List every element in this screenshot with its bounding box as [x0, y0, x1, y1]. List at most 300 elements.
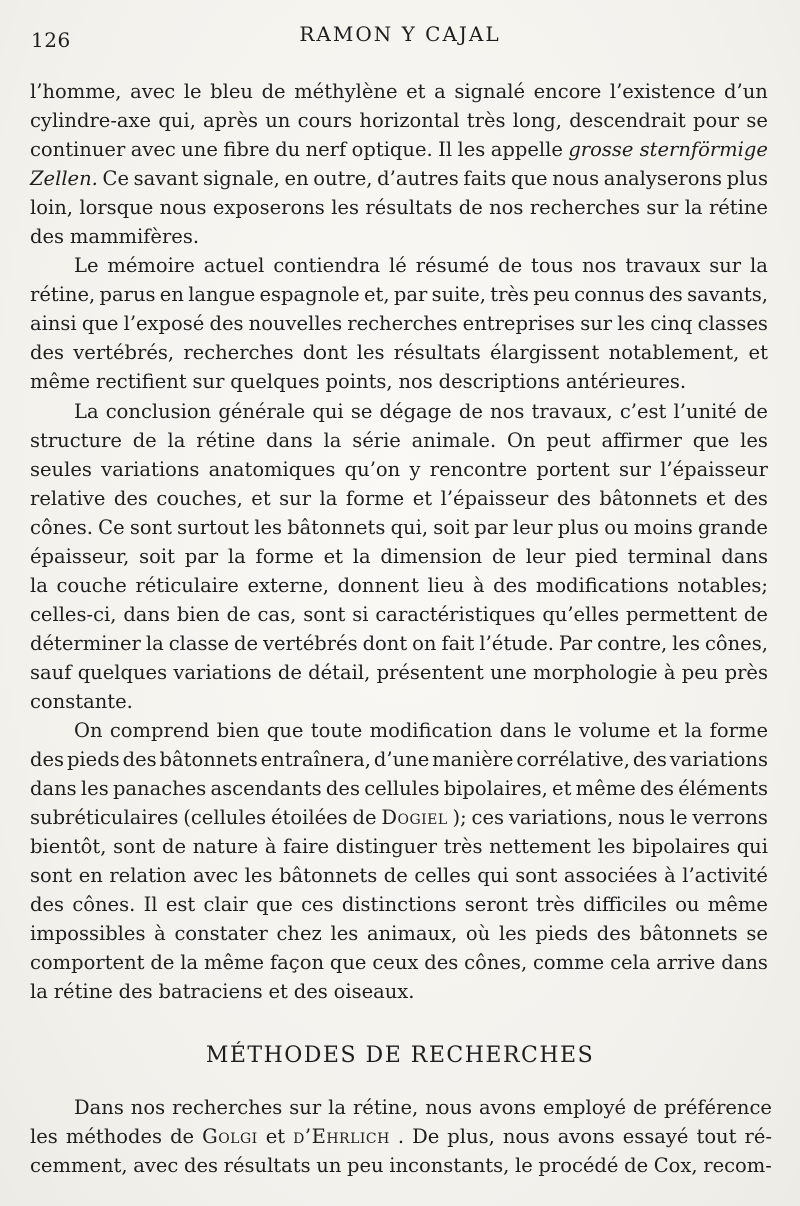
- word: dans: [721, 544, 768, 568]
- text-line: [30, 338, 768, 367]
- word: quelques: [230, 370, 320, 394]
- word: signalé: [454, 80, 526, 103]
- word: comprend: [109, 719, 210, 743]
- word: de: [383, 864, 408, 888]
- word: de: [458, 196, 483, 220]
- word: cela: [610, 951, 651, 975]
- word: soit: [139, 544, 175, 568]
- word: constater: [174, 922, 268, 946]
- text-line: [30, 542, 768, 571]
- word: étoilées: [270, 806, 348, 830]
- word: résultats: [365, 196, 453, 220]
- word: cylindre-axe: [30, 109, 152, 133]
- word: actuel: [203, 254, 265, 278]
- word: très: [536, 893, 575, 917]
- word: rencontre: [429, 457, 528, 481]
- word: classes: [697, 312, 768, 336]
- text-line: [30, 135, 768, 164]
- word: lé: [389, 254, 407, 278]
- word: peu: [347, 1154, 384, 1178]
- word: faits: [463, 167, 507, 191]
- word: de: [226, 602, 251, 626]
- word: des: [30, 341, 65, 365]
- text-line: [30, 1122, 772, 1151]
- word: rétine: [53, 980, 113, 1004]
- word: sur: [279, 486, 312, 510]
- word: Dans: [74, 1096, 124, 1119]
- word: bâtonnets: [599, 486, 698, 510]
- word: travaux,: [531, 399, 613, 423]
- text-line: [30, 397, 768, 426]
- text-line: [30, 658, 768, 687]
- word: cas,: [257, 602, 297, 626]
- word: ascendants: [210, 777, 322, 801]
- word: la: [323, 428, 342, 452]
- word: est: [165, 893, 196, 917]
- text-line: [30, 309, 768, 338]
- word: élargissent: [489, 341, 600, 365]
- word: épaisseur,: [30, 544, 130, 568]
- word: dimension: [380, 544, 483, 568]
- word: et: [657, 719, 678, 743]
- word: des: [632, 748, 667, 772]
- word: les: [330, 922, 359, 946]
- word: savants,: [687, 283, 768, 307]
- word: mammifères.: [69, 225, 200, 249]
- word: comportent: [30, 951, 145, 975]
- word: d’un: [724, 80, 768, 103]
- word: cônes,: [464, 951, 528, 975]
- word: rétine: [196, 428, 256, 452]
- word: les: [617, 312, 646, 336]
- word: sur: [289, 1096, 322, 1119]
- word: seront: [464, 893, 528, 917]
- word: les: [331, 196, 359, 220]
- word: de: [234, 631, 259, 655]
- word: espagnole: [259, 283, 360, 307]
- italic-term: grosse sternförmige: [568, 138, 768, 162]
- word: la: [319, 486, 338, 510]
- word: bleu: [210, 80, 253, 103]
- word: des: [209, 312, 244, 336]
- word: parus: [99, 283, 156, 307]
- word: Ce: [102, 167, 129, 191]
- word: détail,: [308, 660, 371, 684]
- word: à: [472, 573, 485, 597]
- word: résultats: [223, 1154, 311, 1178]
- word: forme: [709, 719, 768, 743]
- word: sur: [646, 196, 679, 220]
- word: affirmer: [601, 428, 682, 452]
- word: fait: [441, 631, 475, 655]
- word: recherches: [172, 1096, 283, 1119]
- word: points,: [325, 370, 393, 394]
- word: animale.: [411, 428, 497, 452]
- word: qu’on: [344, 457, 401, 481]
- word: méthylène: [294, 80, 398, 103]
- word: inconstants,: [389, 1154, 510, 1178]
- word: nous: [618, 806, 665, 830]
- text-line: [30, 251, 768, 280]
- word: les: [30, 1125, 58, 1149]
- word: avec: [193, 864, 239, 888]
- word: notables;: [677, 573, 768, 597]
- word: et: [406, 80, 426, 103]
- word: .: [397, 1125, 405, 1149]
- word: et,: [363, 283, 390, 307]
- word: peu: [681, 660, 719, 684]
- word: bipolaires,: [443, 777, 548, 801]
- word: l’épaisseur: [440, 486, 549, 510]
- word: tous: [531, 254, 574, 278]
- word: langue: [188, 283, 256, 307]
- word: des: [648, 283, 683, 307]
- word: loin,: [30, 196, 73, 220]
- word: (cellules: [183, 806, 267, 830]
- word: le: [669, 806, 688, 830]
- word: on: [412, 631, 437, 655]
- word: sont: [303, 602, 346, 626]
- text-line: [30, 106, 768, 135]
- text-line: [30, 513, 768, 542]
- word: nos: [130, 1096, 166, 1119]
- word: dans: [721, 951, 768, 975]
- word: plus,: [447, 1125, 495, 1149]
- word: qu’elles: [542, 602, 620, 626]
- word: les: [498, 922, 527, 946]
- page-header: [0, 22, 800, 52]
- word: du: [275, 138, 301, 162]
- word: à: [154, 922, 166, 946]
- word: l’existence: [609, 80, 716, 103]
- word: On: [506, 428, 536, 452]
- word: le: [183, 80, 202, 103]
- word: très: [466, 109, 506, 133]
- word: à: [663, 660, 676, 684]
- word: bipolaires: [632, 835, 730, 859]
- word: de: [491, 544, 516, 568]
- word: nouvelles: [248, 312, 343, 336]
- word: la: [684, 719, 703, 743]
- text-line: [30, 977, 768, 1006]
- word: une: [490, 660, 527, 684]
- text-line: [30, 803, 768, 832]
- word: dégage: [379, 399, 452, 423]
- word: nous: [552, 167, 600, 191]
- word: quelques: [77, 660, 168, 684]
- word: forme: [345, 486, 405, 510]
- word: Il: [438, 138, 453, 162]
- word: Il: [143, 893, 158, 917]
- word: ainsi: [30, 312, 77, 336]
- word: se: [746, 922, 768, 946]
- text-line: [30, 77, 768, 106]
- word: par: [184, 544, 219, 568]
- text-line: [30, 484, 768, 513]
- word: des: [596, 922, 631, 946]
- word: relation: [109, 864, 187, 888]
- word: verrons: [692, 806, 768, 830]
- word: avons: [557, 1125, 615, 1149]
- word: variations,: [508, 806, 614, 830]
- word: que: [329, 951, 367, 975]
- word: Ce: [98, 515, 125, 539]
- word: bâtonnets: [287, 515, 386, 539]
- word: résumé: [415, 254, 490, 278]
- word: exposerons: [212, 196, 325, 220]
- word: par: [474, 515, 508, 539]
- word: les: [597, 835, 626, 859]
- word: la: [684, 196, 703, 220]
- word: nerf: [305, 138, 347, 162]
- word: structure: [30, 428, 122, 452]
- word: horizontal: [359, 109, 460, 133]
- word: en: [78, 864, 103, 888]
- word: modifications: [535, 573, 669, 597]
- word: des: [113, 486, 148, 510]
- word: ces: [471, 806, 505, 830]
- word: où: [465, 922, 491, 946]
- word: variations: [669, 748, 768, 772]
- text-line: [30, 919, 768, 948]
- word: soit: [433, 515, 470, 539]
- word: des: [293, 980, 328, 1004]
- word: à: [264, 835, 277, 859]
- word: modification: [369, 719, 493, 743]
- word: la: [167, 428, 186, 452]
- word: nettement: [489, 835, 591, 859]
- word: la: [30, 573, 48, 597]
- word: la: [30, 980, 48, 1004]
- word: conclusion: [105, 399, 212, 423]
- word: l’activité: [682, 864, 768, 888]
- word: présentent: [376, 660, 484, 684]
- word: qui: [736, 835, 768, 859]
- text-line: [30, 890, 768, 919]
- word: la: [352, 544, 371, 568]
- word: animaux,: [366, 922, 458, 946]
- word: nos: [398, 370, 433, 394]
- word: se: [350, 399, 373, 423]
- word: méthodes: [65, 1125, 163, 1149]
- word: dans: [499, 719, 547, 743]
- word: panaches: [112, 777, 207, 801]
- word: vertébrés: [263, 631, 358, 655]
- word: des: [183, 1154, 218, 1178]
- word: de: [277, 660, 302, 684]
- word: morphologie: [533, 660, 658, 684]
- word: dans: [30, 777, 77, 801]
- word: lorsque: [79, 196, 154, 220]
- word: les: [244, 864, 273, 888]
- word: les: [254, 515, 282, 539]
- word: recom-: [703, 1154, 772, 1178]
- word: pied: [575, 544, 618, 568]
- word: l’exposé: [123, 312, 205, 336]
- word: descendrait: [569, 109, 686, 133]
- word: ré-: [744, 1125, 772, 1149]
- word: de: [132, 428, 157, 452]
- word: contre,: [597, 631, 668, 655]
- word: Le: [74, 254, 99, 278]
- word: essayé: [622, 1125, 689, 1149]
- word: celles-ci,: [30, 602, 117, 626]
- word: série: [352, 428, 401, 452]
- text-line: [30, 745, 768, 774]
- word: en: [284, 167, 309, 191]
- word: si: [352, 602, 369, 626]
- word: dans: [266, 428, 313, 452]
- page-number: 126: [31, 28, 71, 52]
- word: mémoire: [107, 254, 195, 278]
- word: sont: [129, 515, 172, 539]
- word: des: [733, 486, 768, 510]
- word: pieds: [535, 922, 589, 946]
- word: et: [748, 341, 768, 365]
- text-line: [30, 571, 768, 600]
- word: La: [74, 399, 99, 423]
- word: bien: [176, 602, 220, 626]
- word: les: [672, 631, 700, 655]
- word: On: [74, 719, 103, 743]
- word: rétine,: [30, 283, 96, 307]
- word: bâtonnets: [159, 748, 258, 772]
- word: encore: [533, 80, 602, 103]
- text-line: [30, 222, 768, 251]
- word: des: [30, 893, 65, 917]
- section-body-text: [30, 1093, 772, 1180]
- word: l’épaisseur: [660, 457, 768, 481]
- word: les: [740, 428, 768, 452]
- text-line: [30, 164, 768, 193]
- word: dont: [362, 631, 408, 655]
- word: continuer: [30, 138, 126, 162]
- word: tout: [696, 1125, 737, 1149]
- word: une: [181, 138, 218, 162]
- text-line: [30, 367, 768, 396]
- word: sur: [619, 457, 651, 481]
- word: variations: [173, 660, 272, 684]
- word: nos: [490, 399, 525, 423]
- word: volume: [578, 719, 651, 743]
- word: suite,: [431, 283, 486, 307]
- word: des: [30, 748, 65, 772]
- word: couches,: [156, 486, 243, 510]
- word: même: [707, 893, 768, 917]
- word: recherches: [183, 341, 294, 365]
- text-line: [30, 629, 768, 658]
- word: distinctions: [341, 893, 457, 917]
- word: notablement,: [608, 341, 740, 365]
- word: qui: [312, 399, 344, 423]
- word: ces: [301, 893, 334, 917]
- word: des: [556, 486, 591, 510]
- word: batraciens: [158, 980, 263, 1004]
- word: recherches: [529, 196, 641, 220]
- word: De: [412, 1125, 440, 1149]
- word: ou: [604, 515, 629, 539]
- word: des: [639, 777, 674, 801]
- word: même: [204, 951, 265, 975]
- word: près: [724, 660, 768, 684]
- word: des: [122, 748, 157, 772]
- word: permettent: [626, 602, 737, 626]
- word: terminal: [627, 544, 712, 568]
- word: à: [664, 864, 676, 888]
- word: sur: [709, 254, 742, 278]
- word: plus: [726, 167, 768, 191]
- word: l’unité: [673, 399, 737, 423]
- word: de: [743, 602, 768, 626]
- word: bâtonnets: [639, 922, 738, 946]
- word: surtout: [177, 515, 250, 539]
- word: Par: [558, 631, 593, 655]
- word: chez: [276, 922, 322, 946]
- word: cours: [297, 109, 353, 133]
- word: optique.: [351, 138, 433, 162]
- word: descriptions: [438, 370, 560, 394]
- text-line: [30, 1151, 772, 1180]
- word: même: [575, 777, 636, 801]
- word: long,: [512, 109, 562, 133]
- word: dont: [302, 341, 348, 365]
- word: de: [352, 806, 377, 830]
- word: de: [161, 835, 186, 859]
- word: générale: [218, 399, 306, 423]
- word: sur: [192, 370, 225, 394]
- word: outre,: [313, 167, 373, 191]
- word: nous: [159, 196, 207, 220]
- word: déterminer: [30, 631, 141, 655]
- word: qui: [477, 864, 509, 888]
- word: faire: [283, 835, 330, 859]
- word: le: [515, 1154, 533, 1178]
- word: en: [159, 283, 184, 307]
- word: l’homme,: [30, 80, 122, 103]
- word: travaux: [625, 254, 701, 278]
- line-segment: et: [265, 1125, 286, 1149]
- running-title: RAMON Y CAJAL: [299, 22, 501, 46]
- word: que: [510, 167, 548, 191]
- word: avec: [130, 80, 176, 103]
- word: des: [325, 777, 360, 801]
- word: connus: [574, 283, 645, 307]
- word: de: [150, 951, 175, 975]
- word: de: [632, 1096, 657, 1119]
- word: plus: [557, 515, 600, 539]
- word: d’une: [373, 748, 430, 772]
- word: associées: [563, 864, 658, 888]
- word: relative: [30, 486, 106, 510]
- word: c’est: [619, 399, 667, 423]
- word: oiseaux.: [333, 980, 415, 1004]
- word: pieds: [66, 748, 120, 772]
- word: le: [553, 719, 572, 743]
- word: réticulaire: [135, 573, 239, 597]
- word: que: [266, 719, 304, 743]
- word: a: [434, 80, 446, 103]
- word: appelle: [490, 138, 563, 162]
- word: subréticulaires: [30, 806, 179, 830]
- word: ou: [675, 893, 700, 917]
- word: Cox,: [653, 1154, 698, 1178]
- word: cônes,: [704, 631, 768, 655]
- word: sont: [30, 864, 73, 888]
- body-text: [30, 77, 768, 1007]
- word: avons: [479, 1096, 536, 1119]
- word: couche: [56, 573, 127, 597]
- word: que: [692, 428, 730, 452]
